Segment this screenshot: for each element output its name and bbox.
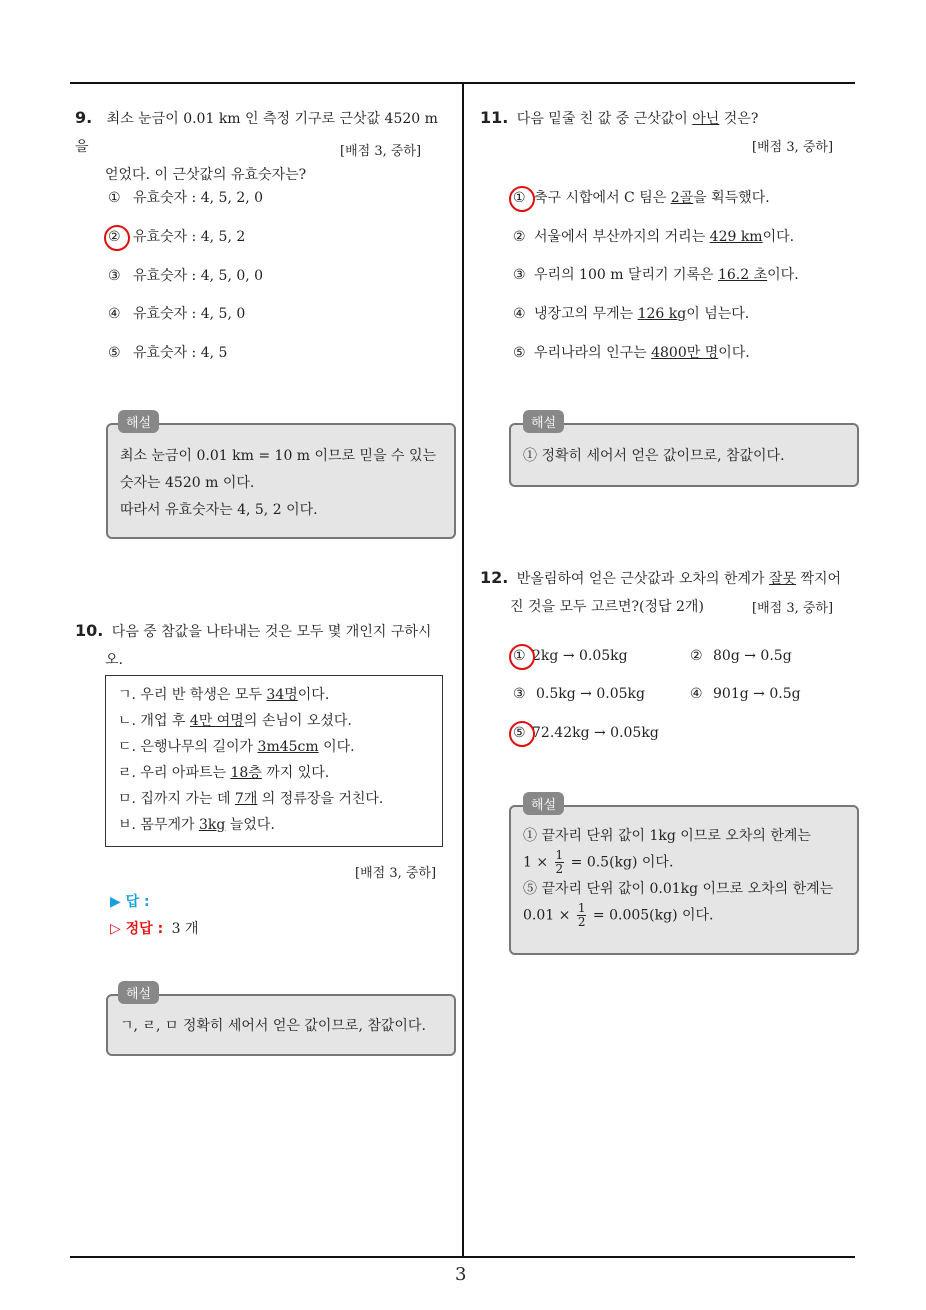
option-3[interactable] [513, 686, 645, 702]
explanation-line: 따라서 유효숫자는 4, 5, 2 이다. [120, 502, 318, 518]
option-4[interactable] [690, 686, 801, 702]
statement-item: ㅁ. 집까지 가는 데 7개 의 정류장을 거친다. [118, 791, 384, 807]
option-text: 우리나라의 인구는 4800만 명이다. [534, 345, 750, 361]
option-2[interactable] [513, 226, 794, 246]
option-5[interactable] [513, 342, 750, 362]
option-text: 유효숫자 : 4, 5, 2 [133, 229, 246, 245]
question-number: 12. [480, 568, 509, 587]
question-text: 다음 밑줄 친 값 중 근삿값이 [516, 111, 693, 127]
score-label: [배점 3, 중하] [752, 140, 834, 155]
option-5[interactable] [108, 342, 227, 362]
question-text: 얻었다. 이 근삿값의 유효숫자는? [105, 167, 307, 183]
explanation-tag: 해설 [523, 792, 564, 815]
statement-item: ㄱ. 우리 반 학생은 모두 34명이다. [118, 687, 330, 703]
option-text: 서울에서 부산까지의 거리는 429 km이다. [534, 229, 795, 245]
question-text-underlined: 아닌 [692, 111, 720, 127]
explanation-tag: 해설 [523, 410, 564, 433]
option-marker-circled: ② [108, 229, 121, 245]
option-2[interactable] [690, 648, 792, 664]
column-divider [462, 84, 464, 1256]
option-text: 유효숫자 : 4, 5, 0, 0 [133, 268, 264, 284]
explanation-box [509, 423, 859, 487]
option-marker: ③ [108, 268, 121, 284]
option-text: 0.5kg → 0.05kg [536, 686, 645, 702]
page-number: 3 [455, 1264, 467, 1285]
statement-item: ㄹ. 우리 아파트는 18층 까지 있다. [118, 765, 330, 781]
option-3[interactable] [108, 265, 263, 285]
option-marker: ④ [108, 306, 121, 322]
question-number: 9. [75, 108, 93, 127]
option-marker: ③ [513, 686, 526, 702]
explanation-tag: 해설 [118, 410, 159, 433]
option-marker: ③ [513, 267, 526, 283]
option-marker-circled: ⑤ [513, 725, 526, 741]
option-text: 유효숫자 : 4, 5, 0 [133, 306, 246, 322]
question-text: 진 것을 모두 고르면?(정답 2개) [510, 599, 704, 615]
question-text: 것은? [719, 111, 759, 127]
option-text: 축구 시합에서 C 팀은 2골을 획득했다. [534, 190, 770, 206]
option-4[interactable] [513, 303, 749, 323]
question-number: 10. [75, 621, 104, 640]
explanation-line: 1 × $\frac{1}{2}$ = 0.5(kg) 이다. [523, 848, 674, 876]
bottom-rule [70, 1256, 855, 1258]
option-marker: ⑤ [108, 345, 121, 361]
option-1[interactable] [108, 187, 263, 207]
option-text: 유효숫자 : 4, 5, 2, 0 [133, 190, 264, 206]
option-marker: ② [690, 648, 703, 664]
statement-item: ㄷ. 은행나무의 길이가 3m45cm 이다. [118, 739, 355, 755]
score-label: [배점 3, 중하] [355, 866, 437, 881]
statement-item: ㅂ. 몸무게가 3kg 늘었다. [118, 817, 275, 833]
explanation-box [509, 805, 859, 955]
question-text: 최소 눈금이 0.01 km 인 측정 기구로 근삿값 4520 m 을 [75, 111, 438, 155]
option-marker-circled: ① [513, 190, 526, 206]
option-2[interactable] [108, 226, 245, 246]
explanation-line: 최소 눈금이 0.01 km = 10 m 이므로 믿을 수 있는 [120, 448, 437, 464]
explanation-line: ① 끝자리 단위 값이 1kg 이므로 오차의 한계는 [523, 828, 811, 844]
correct-answer-label: ▷ 정답 : [110, 921, 164, 937]
question-text: 짝지어 [796, 571, 842, 587]
explanation-box [106, 994, 456, 1056]
correct-answer [110, 918, 199, 938]
option-text: 2kg → 0.05kg [532, 648, 628, 664]
option-marker: ⑤ [513, 345, 526, 361]
score-label: [배점 3, 중하] [340, 144, 422, 159]
option-marker: ② [513, 229, 526, 245]
question-11 [480, 104, 858, 133]
explanation-line: ㄱ, ㄹ, ㅁ 정확히 세어서 얻은 값이므로, 참값이다. [120, 1018, 426, 1034]
option-text: 우리의 100 m 달리기 기록은 16.2 초이다. [534, 267, 799, 283]
answer-label: ▶ 답 : [110, 894, 150, 910]
option-4[interactable] [108, 303, 245, 323]
option-text: 80g → 0.5g [713, 648, 792, 664]
explanation-line: 숫자는 4520 m 이다. [120, 475, 255, 491]
question-text: 오. [105, 652, 123, 668]
question-text: 반올림하여 얻은 근삿값과 오차의 한계가 [516, 571, 769, 587]
explanation-line: 0.01 × $\frac{1}{2}$ = 0.005(kg) 이다. [523, 901, 714, 929]
question-text: 다음 중 참값을 나타내는 것은 모두 몇 개인지 구하시 [111, 624, 432, 640]
option-marker: ④ [690, 686, 703, 702]
explanation-line: ① 정확히 세어서 얻은 값이므로, 참값이다. [523, 448, 785, 464]
explanation-line: ⑤ 끝자리 단위 값이 0.01kg 이므로 오차의 한계는 [523, 881, 834, 897]
question-10 [75, 617, 460, 674]
option-1[interactable] [513, 187, 770, 207]
option-marker: ① [108, 190, 121, 206]
option-text: 901g → 0.5g [713, 686, 801, 702]
question-number: 11. [480, 108, 509, 127]
statement-box [105, 675, 443, 847]
option-1[interactable] [513, 648, 628, 664]
score-label: [배점 3, 중하] [752, 601, 834, 616]
option-3[interactable] [513, 264, 799, 284]
option-marker-circled: ① [513, 648, 526, 664]
explanation-box [106, 423, 456, 539]
option-text: 냉장고의 무게는 126 kg이 넘는다. [534, 306, 750, 322]
fraction: $\frac{1}{2}$ [577, 901, 586, 929]
option-text: 72.42kg → 0.05kg [532, 725, 659, 741]
question-text-underlined: 잘못 [768, 571, 797, 587]
option-5[interactable] [513, 725, 659, 741]
option-text: 유효숫자 : 4, 5 [133, 345, 228, 361]
explanation-tag: 해설 [118, 981, 159, 1004]
fraction: $\frac{1}{2}$ [555, 848, 564, 876]
correct-answer-value: 3 개 [171, 921, 199, 937]
statement-item: ㄴ. 개업 후 4만 여명의 손님이 오셨다. [118, 713, 352, 729]
option-marker: ④ [513, 306, 526, 322]
